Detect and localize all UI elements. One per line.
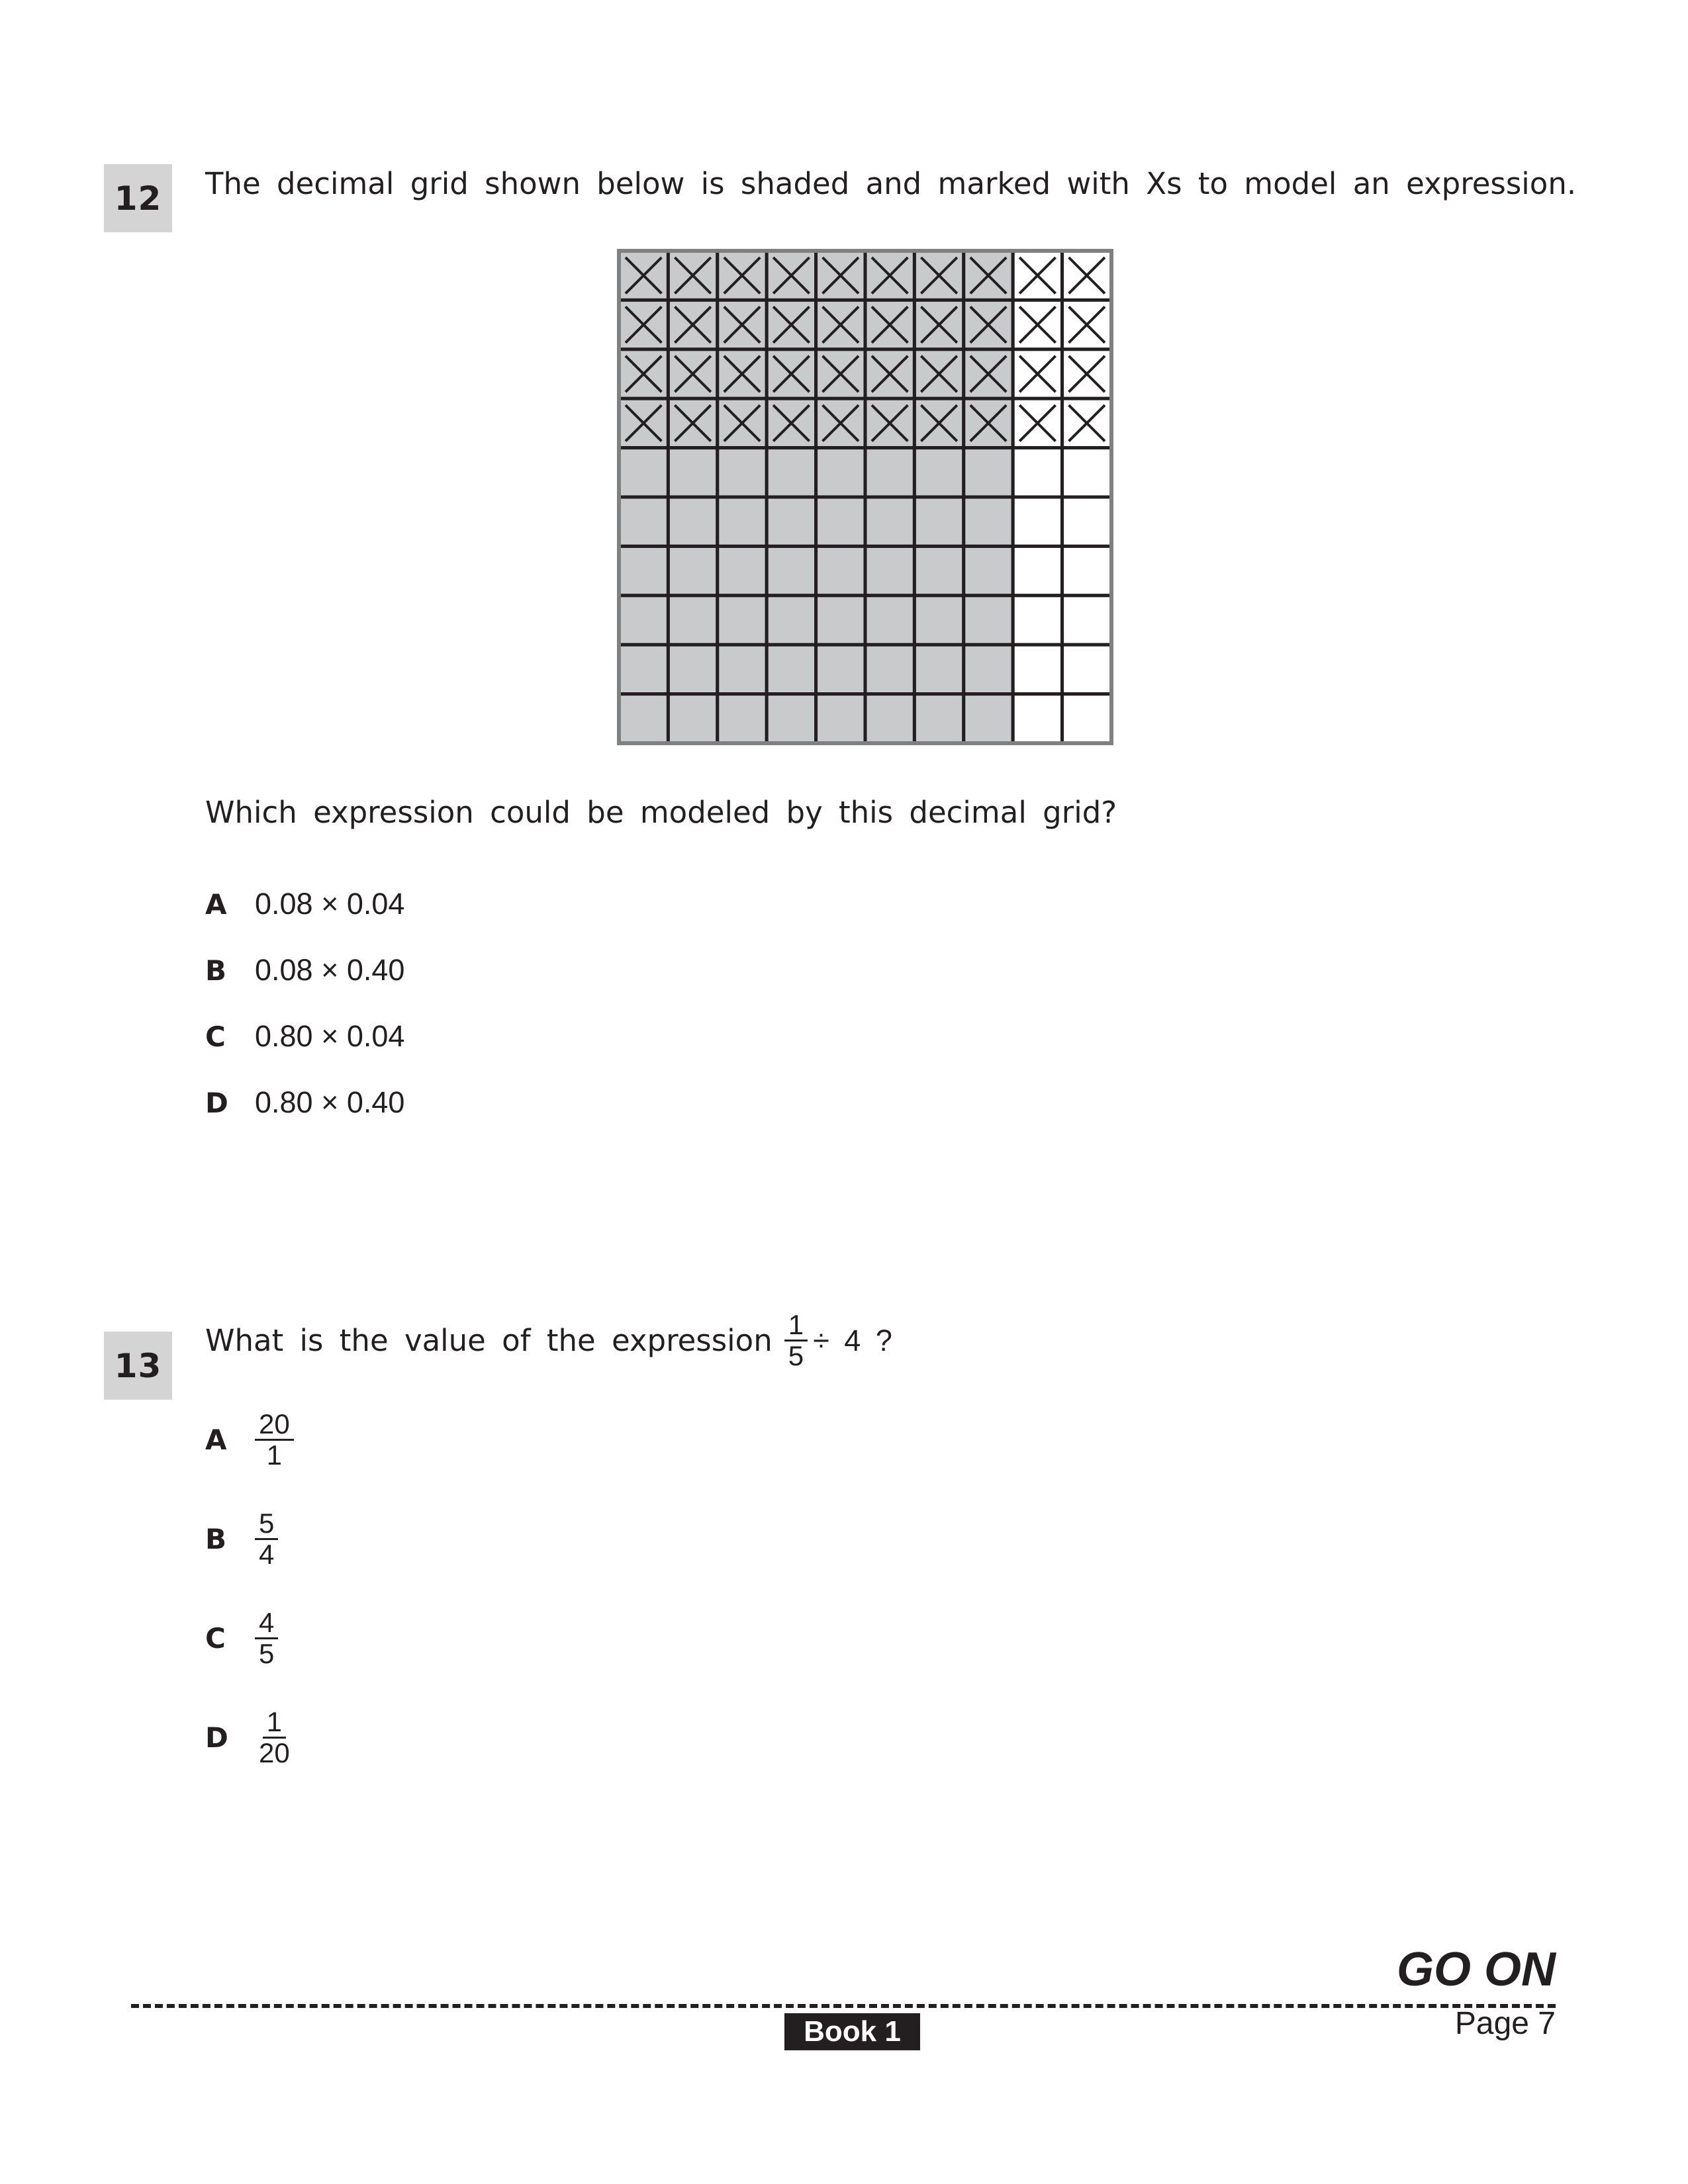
fraction-denominator: 4 (259, 1539, 275, 1570)
grid-cell (1013, 596, 1062, 645)
grid-cell (668, 596, 717, 645)
grid-cell (767, 694, 816, 743)
choice-letter: B (205, 1523, 227, 1556)
fraction-numerator: 4 (255, 1608, 278, 1639)
grid-cell (767, 645, 816, 694)
grid-cell (964, 497, 1013, 546)
grid-cell (816, 694, 865, 743)
grid-cell (767, 546, 816, 595)
grid-cell (1013, 497, 1062, 546)
grid-cell (767, 497, 816, 546)
grid-cell (865, 596, 914, 645)
grid-cell (1062, 596, 1111, 645)
choice-letter: A (205, 1424, 227, 1457)
grid-cell (668, 694, 717, 743)
question-number-13: 13 (104, 1332, 172, 1400)
choice-13-c[interactable] (205, 1608, 278, 1668)
grid-cell (718, 546, 767, 595)
grid-cell (914, 596, 963, 645)
grid-cell (914, 497, 963, 546)
book-badge: Book 1 (784, 2013, 920, 2050)
choice-letter: D (205, 1086, 228, 1119)
grid-cell (767, 448, 816, 497)
grid-cell (964, 546, 1013, 595)
choice-fraction (255, 1707, 294, 1768)
fraction-denominator: 20 (259, 1737, 290, 1769)
grid-cell (1013, 448, 1062, 497)
stem-fraction (784, 1310, 808, 1371)
grid-cell (1013, 694, 1062, 743)
grid-cell (816, 596, 865, 645)
choice-letter: C (205, 1622, 226, 1655)
grid-cell (816, 448, 865, 497)
grid-cell (914, 645, 963, 694)
grid-cell (1013, 546, 1062, 595)
grid-cell (619, 596, 668, 645)
grid-cell (964, 694, 1013, 743)
grid-cell (964, 448, 1013, 497)
grid-cell (914, 546, 963, 595)
fraction-denominator: 5 (788, 1340, 804, 1372)
decimal-grid (617, 249, 1113, 745)
fraction-numerator: 20 (255, 1410, 294, 1441)
grid-cell (816, 497, 865, 546)
grid-cell (767, 596, 816, 645)
grid-cell (914, 694, 963, 743)
choice-expression: 0.08 × 0.04 (255, 887, 405, 921)
choice-letter: B (205, 954, 227, 987)
fraction-numerator: 1 (263, 1707, 286, 1739)
fraction-numerator: 5 (255, 1509, 278, 1540)
choice-12-c[interactable] (205, 1019, 404, 1054)
choice-13-d[interactable] (205, 1707, 294, 1768)
grid-cell (1062, 694, 1111, 743)
footer-divider (131, 2004, 1556, 2008)
grid-cell (619, 448, 668, 497)
choice-letter: D (205, 1721, 228, 1754)
stem-divisor: ÷ 4 ? (813, 1324, 892, 1358)
grid-cell (865, 448, 914, 497)
grid-cell (718, 497, 767, 546)
grid-cell (1013, 645, 1062, 694)
grid-cell (668, 497, 717, 546)
grid-cell (718, 448, 767, 497)
grid-cell (964, 645, 1013, 694)
choice-fraction (255, 1509, 278, 1569)
grid-cell (1062, 546, 1111, 595)
grid-cell (816, 645, 865, 694)
page-number: Page 7 (1454, 2006, 1556, 2041)
grid-cell (619, 645, 668, 694)
grid-cell (914, 448, 963, 497)
grid-cell (865, 645, 914, 694)
grid-cell (619, 694, 668, 743)
grid-cell (619, 497, 668, 546)
question-13-stem (205, 1310, 892, 1371)
grid-cell (1062, 645, 1111, 694)
grid-cell (718, 694, 767, 743)
fraction-numerator: 1 (784, 1310, 808, 1342)
choice-expression: 0.80 × 0.40 (255, 1085, 405, 1119)
grid-cell (668, 645, 717, 694)
grid-cell (1062, 448, 1111, 497)
choice-13-a[interactable] (205, 1410, 294, 1470)
choice-fraction (255, 1410, 294, 1470)
choice-expression: 0.80 × 0.04 (255, 1019, 405, 1053)
question-12-prompt: Which expression could be modeled by this decimal grid? (205, 795, 1117, 830)
choice-expression: 0.08 × 0.40 (255, 953, 405, 987)
grid-cell (865, 546, 914, 595)
grid-cell (718, 596, 767, 645)
question-number-12: 12 (104, 164, 172, 232)
question-12-stem: The decimal grid shown below is shaded and marked with Xs to model an expression. (205, 166, 1577, 201)
grid-cell (816, 546, 865, 595)
grid-cell (1062, 497, 1111, 546)
choice-letter: C (205, 1020, 226, 1053)
grid-cell (668, 546, 717, 595)
fraction-denominator: 1 (266, 1439, 283, 1471)
grid-cell (718, 645, 767, 694)
fraction-denominator: 5 (259, 1638, 275, 1670)
stem-text: What is the value of the expression (205, 1323, 773, 1359)
grid-cell (668, 448, 717, 497)
choice-12-d[interactable] (205, 1085, 404, 1120)
choice-12-a[interactable] (205, 887, 404, 921)
grid-cell (619, 546, 668, 595)
grid-cell (865, 497, 914, 546)
go-on-label: GO ON (1396, 1943, 1556, 1996)
choice-13-b[interactable] (205, 1509, 278, 1569)
grid-cell (865, 694, 914, 743)
choice-12-b[interactable] (205, 953, 404, 987)
choice-fraction (255, 1608, 278, 1668)
grid-cell (964, 596, 1013, 645)
choice-letter: A (205, 887, 227, 921)
